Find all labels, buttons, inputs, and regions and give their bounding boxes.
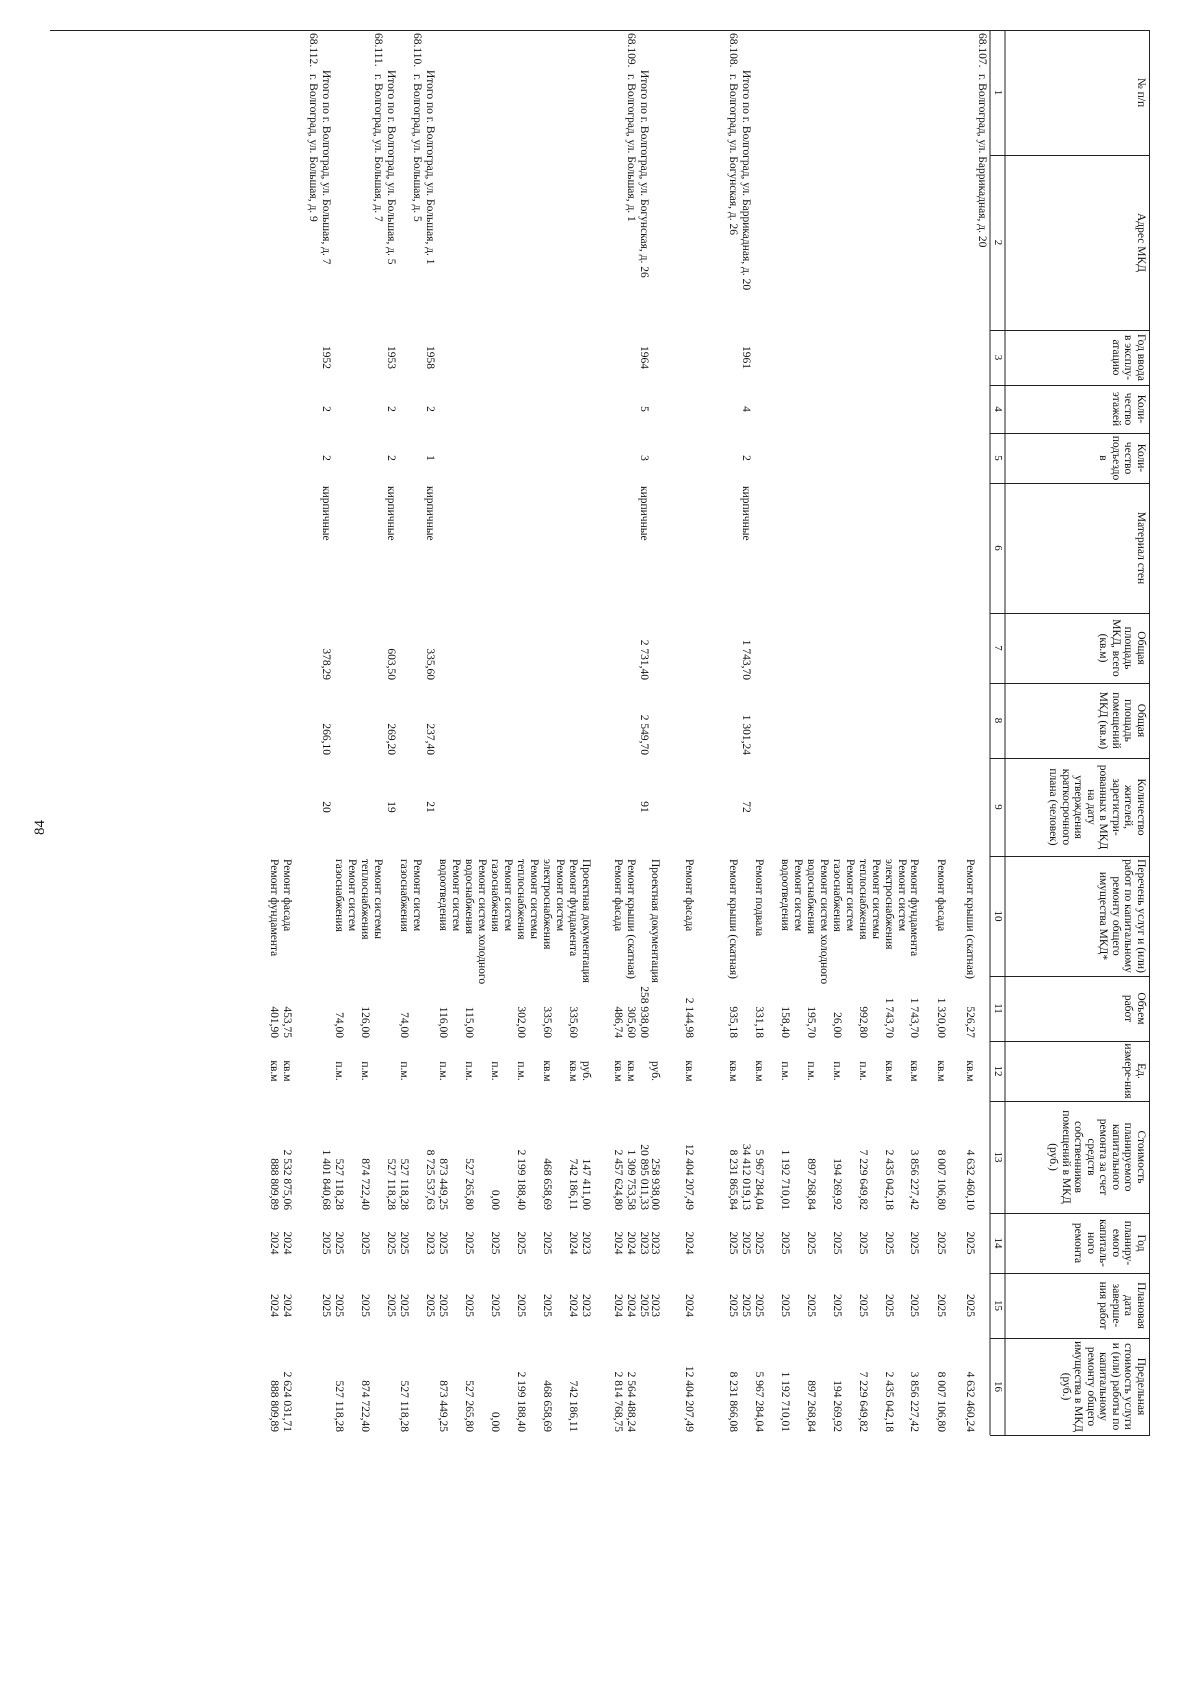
table-cell-r1-c13: 4 632 460,10 — [964, 1149, 976, 1210]
table-cell-r9-c11: 26,00 — [831, 1012, 843, 1038]
column-header-13: Стоимость планируемого капитального ремонта за счет средств собственников помещений в МКД (руб.) — [1047, 1110, 1147, 1204]
table-cell-r26-c14: 2023 — [580, 1231, 592, 1255]
table-cell-r4-c10: Ремонт систем — [896, 859, 908, 932]
table-cell-r41-c13: 527 118,28 — [385, 1158, 397, 1210]
table-cell-r29-c14: 2025 — [541, 1231, 553, 1255]
table-cell-r15-c13: 5 967 284,04 — [753, 1149, 765, 1210]
table-cell-r21-c10: Проектная документация — [649, 859, 661, 983]
column-header-1: № п/п — [1135, 77, 1147, 108]
table-cell-r1-c15: 2025 — [964, 1294, 976, 1317]
table-cell-r10-c10: Ремонт систем холодного — [818, 859, 830, 985]
column-number-1: 1 — [992, 89, 1004, 96]
table-cell-r1-c12: кв.м — [964, 1060, 976, 1082]
table-cell-r22-c3: 1964 — [638, 346, 650, 369]
column-header-11: Объем работ — [1122, 992, 1147, 1025]
rotated-table-page — [50, 30, 1150, 1671]
column-header-3: Год ввода в эксплу-атацию — [1110, 334, 1147, 381]
table-cell-r50-c11: 401,90 — [268, 1006, 280, 1038]
table-cell-r7-c14: 2025 — [857, 1231, 869, 1255]
table-cell-r38-c2: Итого по г. Волгоград, ул. Большая, д. 1 — [424, 70, 436, 265]
table-cell-r11-c15: 2025 — [805, 1294, 817, 1317]
table-cell-r3-c16: 3 856 227,42 — [908, 1371, 920, 1432]
table-cell-r40-c14: 2025 — [398, 1231, 410, 1255]
table-cell-r31-c11: 302,00 — [515, 1006, 527, 1038]
table-cell-r16-c9: 72 — [740, 801, 752, 813]
table-cell-r50-c13: 888 809,89 — [268, 1158, 280, 1210]
table-cell-r5-c16: 2 435 042,18 — [883, 1371, 895, 1432]
table-cell-r33-c10: газоснабжения — [489, 859, 501, 932]
column-header-16: Предельная стоимость услуги и (или) работы по капитальному ремонту общего имущества в МКД (руб.) — [1060, 1341, 1147, 1432]
table-cell-r50-c15: 2024 — [268, 1294, 280, 1317]
table-cell-r41-c6: кирпичные — [385, 486, 397, 541]
table-cell-r24-c12: кв.м — [612, 1060, 624, 1082]
table-cell-r45-c10: газоснабжения — [333, 859, 345, 932]
table-cell-r46-c5: 2 — [320, 455, 332, 461]
table-cell-r13-c15: 2025 — [779, 1294, 791, 1317]
table-cell-r11-c10: водоснабжения — [805, 859, 817, 935]
table-cell-r41-c3: 1953 — [385, 346, 397, 369]
table-cell-r17-c12: кв.м — [727, 1060, 739, 1082]
table-cell-r38-c3: 1958 — [424, 346, 436, 369]
table-cell-r37-c16: 873 449,25 — [437, 1380, 449, 1432]
table-cell-r27-c13: 742 186,11 — [567, 1158, 579, 1210]
table-cell-r1-c10: Ремонт крыши (скатная) — [964, 859, 976, 979]
table-cell-r49-c14: 2024 — [281, 1231, 293, 1255]
column-number-7: 7 — [992, 645, 1004, 651]
table-cell-r27-c16: 742 186,11 — [567, 1380, 579, 1432]
table-cell-r2-c14: 2025 — [935, 1231, 947, 1255]
table-cell-r9-c12: п.м. — [831, 1061, 843, 1081]
table-cell-r1-c11: 526,27 — [964, 1006, 976, 1038]
column-number-10: 10 — [992, 910, 1004, 922]
table-cell-r31-c13: 2 199 188,40 — [515, 1149, 527, 1210]
table-cell-r16-c2: Итого по г. Волгоград, ул. Баррикадная, д. 20 — [740, 70, 752, 291]
table-cell-r17-c11: 935,18 — [727, 1006, 739, 1038]
table-cell-r45-c13: 527 118,28 — [333, 1158, 345, 1210]
table-cell-r17-c16: 8 231 866,08 — [727, 1371, 739, 1432]
table-cell-r19-c13: 12 404 207,49 — [683, 1143, 695, 1210]
table-cell-r46-c13: 1 401 840,68 — [320, 1149, 332, 1210]
table-cell-r23-c1: 68.109. — [625, 33, 637, 68]
table-cell-r45-c12: п.м. — [333, 1061, 345, 1081]
table-cell-r2-c16: 8 007 106,80 — [935, 1371, 947, 1432]
table-cell-r38-c9: 21 — [424, 801, 436, 813]
table-cell-r5-c13: 2 435 042,18 — [883, 1149, 895, 1210]
table-cell-r15-c14: 2025 — [753, 1231, 765, 1255]
table-cell-r31-c14: 2025 — [515, 1231, 527, 1255]
table-cell-r2-c13: 8 007 106,80 — [935, 1149, 947, 1210]
table-cell-r46-c2: Итого по г. Волгоград, ул. Большая, д. 7 — [320, 70, 332, 265]
table-cell-r37-c14: 2025 — [437, 1231, 449, 1255]
table-cell-r27-c11: 335,60 — [567, 1006, 579, 1038]
table-cell-r7-c10: теплоснабжения — [857, 859, 869, 940]
table-cell-r28-c10: Ремонт систем — [554, 859, 566, 932]
table-cell-r45-c11: 74,00 — [333, 1012, 345, 1038]
table-cell-r7-c12: п.м. — [857, 1061, 869, 1081]
table-cell-r19-c12: кв.м — [683, 1060, 695, 1082]
table-cell-r17-c14: 2025 — [727, 1231, 739, 1255]
table-cell-r45-c15: 2025 — [333, 1294, 345, 1317]
table-cell-r9-c10: газоснабжения — [831, 859, 843, 932]
table-cell-r29-c13: 468 658,69 — [541, 1158, 553, 1210]
table-cell-r49-c15: 2024 — [281, 1294, 293, 1317]
table-cell-r43-c12: п.м. — [359, 1061, 371, 1081]
column-header-7: Общая площадь МКД, всего (кв.м) — [1097, 619, 1147, 677]
column-header-5: Коли-чество подъездо в — [1097, 435, 1147, 481]
column-number-15: 15 — [992, 1300, 1004, 1311]
table-cell-r19-c11: 2 144,98 — [683, 997, 695, 1038]
table-cell-r37-c15: 2025 — [437, 1294, 449, 1317]
table-cell-r29-c16: 468 658,69 — [541, 1380, 553, 1432]
table-cell-r23-c14: 2024 — [625, 1231, 637, 1255]
table-cell-r37-c12: п.м. — [437, 1061, 449, 1081]
table-cell-r31-c16: 2 199 188,40 — [515, 1371, 527, 1432]
table-cell-r19-c14: 2024 — [683, 1231, 695, 1255]
table-cell-r43-c14: 2025 — [359, 1231, 371, 1255]
table-cell-r39-c2: г. Волгоград, ул. Большая, д. 5 — [411, 74, 423, 222]
table-cell-r16-c5: 2 — [740, 455, 752, 461]
table-cell-r11-c13: 897 268,84 — [805, 1158, 817, 1210]
table-cell-r0-c1: 68.107. — [976, 33, 988, 68]
table-cell-r46-c7: 378,29 — [320, 648, 332, 680]
table-cell-r22-c15: 2025 — [638, 1294, 650, 1317]
table-cell-r35-c12: п.м. — [463, 1061, 475, 1081]
table-cell-r50-c12: кв.м — [268, 1060, 280, 1082]
table-cell-r17-c13: 8 231 865,84 — [727, 1149, 739, 1210]
table-cell-r41-c15: 2025 — [385, 1294, 397, 1317]
table-cell-r49-c12: кв.м — [281, 1060, 293, 1082]
table-cell-r24-c10: Ремонт фасада — [612, 859, 624, 932]
table-cell-r11-c11: 195,70 — [805, 1006, 817, 1038]
column-header-6: Материал стен — [1135, 511, 1147, 585]
table-cell-r46-c4: 2 — [320, 406, 332, 412]
table-cell-r29-c15: 2025 — [541, 1294, 553, 1317]
table-cell-r29-c12: кв.м — [541, 1060, 553, 1082]
table-cell-r22-c8: 2 549,70 — [638, 714, 650, 755]
table-cell-r32-c10: Ремонт систем — [502, 859, 514, 932]
table-cell-r17-c2: г. Волгоград, ул. Богунская, д. 26 — [727, 74, 739, 235]
table-cell-r35-c10: водоснабжения — [463, 859, 475, 935]
table-cell-r43-c13: 874 722,40 — [359, 1158, 371, 1210]
table-cell-r21-c12: руб. — [649, 1061, 661, 1081]
table-cell-r2-c11: 1 320,00 — [935, 997, 947, 1038]
table-cell-r13-c10: водоотведения — [779, 859, 791, 931]
table-cell-r17-c10: Ремонт крыши (скатная) — [727, 859, 739, 979]
table-cell-r22-c14: 2023 — [638, 1231, 650, 1255]
table-cell-r16-c4: 4 — [740, 406, 752, 412]
table-cell-r27-c10: Ремонт фундамента — [567, 859, 579, 957]
column-header-14: Год планиру-емого капиталь-ного ремонта — [1072, 1219, 1147, 1267]
table-cell-r9-c15: 2025 — [831, 1294, 843, 1317]
table-cell-r23-c16: 2 564 488,24 — [625, 1371, 637, 1432]
table-cell-r35-c13: 527 265,80 — [463, 1158, 475, 1210]
column-header-12: Ед. измере-ния — [1122, 1043, 1147, 1099]
table-cell-r49-c11: 453,75 — [281, 1006, 293, 1038]
table-cell-r3-c13: 3 856 227,42 — [908, 1149, 920, 1210]
table-cell-r40-c10: газоснабжения — [398, 859, 410, 932]
table-cell-r50-c10: Ремонт фундамента — [268, 859, 280, 957]
table-cell-r27-c15: 2024 — [567, 1294, 579, 1317]
table-cell-r2-c15: 2025 — [935, 1294, 947, 1317]
table-cell-r33-c16: 0,00 — [489, 1411, 501, 1432]
table-cell-r16-c3: 1961 — [740, 346, 752, 369]
column-number-13: 13 — [992, 1151, 1004, 1163]
table-cell-r49-c16: 2 624 031,71 — [281, 1371, 293, 1432]
table-cell-r46-c3: 1952 — [320, 346, 332, 369]
table-cell-r16-c13: 34 412 019,13 — [740, 1143, 752, 1210]
column-header-10: Перечень услуг и (или) работ по капитальному ремонту общего имущества МКД* — [1097, 859, 1147, 973]
table-cell-r16-c7: 1 743,70 — [740, 639, 752, 680]
page-number-text: 84 — [31, 819, 48, 835]
column-header-9: Количество жителей, зарегистри-рованных в МКД на дату утверждения краткосрочного плана (человек) — [1047, 764, 1147, 850]
table-cell-r38-c14: 2023 — [424, 1231, 436, 1255]
table-cell-r33-c12: п.м. — [489, 1061, 501, 1081]
table-cell-r7-c11: 992,80 — [857, 1006, 869, 1038]
table-cell-r22-c4: 5 — [638, 406, 650, 412]
table-cell-r6-c10: Ремонт системы — [870, 859, 882, 939]
table-cell-r40-c11: 74,00 — [398, 1012, 410, 1038]
table-cell-r9-c16: 194 269,92 — [831, 1380, 843, 1432]
table-cell-r37-c11: 116,00 — [437, 1006, 449, 1038]
table-cell-r49-c10: Ремонт фасада — [281, 859, 293, 932]
column-number-6: 6 — [992, 545, 1004, 551]
table-cell-r15-c10: Ремонт подвала — [753, 859, 765, 937]
table-cell-r38-c8: 237,40 — [424, 723, 436, 755]
table-cell-r42-c1: 68.111. — [372, 33, 384, 67]
table-cell-r13-c11: 158,40 — [779, 1006, 791, 1038]
table-cell-r35-c16: 527 265,80 — [463, 1380, 475, 1432]
table-cell-r42-c10: Ремонт системы — [372, 859, 384, 939]
table-cell-r19-c16: 12 404 207,49 — [683, 1365, 695, 1432]
table-cell-r45-c16: 527 118,28 — [333, 1380, 345, 1432]
table-cell-r39-c1: 68.110. — [411, 33, 423, 68]
table-cell-r24-c14: 2024 — [612, 1231, 624, 1255]
column-number-12: 12 — [992, 1065, 1004, 1077]
table-cell-r35-c11: 115,00 — [463, 1006, 475, 1038]
table-cell-r24-c13: 2 457 624,80 — [612, 1149, 624, 1210]
table-cell-r21-c13: 258 938,00 — [649, 1158, 661, 1210]
table-cell-r47-c2: г. Волгоград, ул. Большая, д. 9 — [307, 74, 319, 222]
table-cell-r35-c14: 2025 — [463, 1231, 475, 1255]
table-cell-r37-c13: 873 449,25 — [437, 1158, 449, 1210]
table-cell-r41-c2: Итого по г. Волгоград, ул. Большая, д. 5 — [385, 70, 397, 265]
column-number-14: 14 — [992, 1237, 1004, 1249]
table-cell-r26-c12: руб. — [580, 1061, 592, 1081]
table-cell-r5-c15: 2025 — [883, 1294, 895, 1317]
table-cell-r22-c5: 3 — [638, 455, 650, 461]
table-cell-r8-c10: Ремонт систем — [844, 859, 856, 932]
table-cell-r45-c14: 2025 — [333, 1231, 345, 1255]
table-cell-r41-c8: 269,20 — [385, 723, 397, 755]
table-cell-r22-c2: Итого по г. Волгоград, ул. Богунская, д. 26 — [638, 70, 650, 278]
column-number-11: 11 — [992, 1003, 1004, 1014]
table-cell-r49-c13: 2 532 875,06 — [281, 1149, 293, 1210]
table-cell-r38-c7: 335,60 — [424, 648, 436, 680]
table-cell-r47-c1: 68.112. — [307, 33, 319, 68]
table-cell-r43-c10: теплоснабжения — [359, 859, 371, 940]
table-cell-r41-c4: 2 — [385, 406, 397, 412]
table-cell-r29-c10: электроснабжения — [541, 859, 553, 950]
table-cell-r22-c13: 20 895 011,33 — [638, 1144, 650, 1210]
table-cell-r7-c15: 2025 — [857, 1294, 869, 1317]
table-cell-r1-c16: 4 632 460,24 — [964, 1371, 976, 1432]
table-cell-r35-c15: 2025 — [463, 1294, 475, 1317]
table-cell-r43-c15: 2025 — [359, 1294, 371, 1317]
table-cell-r17-c15: 2025 — [727, 1294, 739, 1317]
table-cell-r11-c14: 2025 — [805, 1231, 817, 1255]
table-cell-r5-c10: электроснабжения — [883, 859, 895, 950]
column-number-16: 16 — [992, 1381, 1004, 1392]
table-cell-r11-c16: 897 268,84 — [805, 1380, 817, 1432]
table-cell-r37-c10: водоотведения — [437, 859, 449, 931]
table-cell-r23-c13: 1 309 753,58 — [625, 1149, 637, 1210]
table-cell-r24-c16: 2 814 768,75 — [612, 1371, 624, 1432]
table-cell-r31-c10: теплоснабжения — [515, 859, 527, 940]
table-cell-r24-c15: 2024 — [612, 1294, 624, 1317]
table-cell-r7-c16: 7 229 649,82 — [857, 1371, 869, 1432]
table-cell-r15-c11: 331,18 — [753, 1006, 765, 1038]
table-cell-r46-c15: 2025 — [320, 1294, 332, 1317]
table-cell-r38-c6: кирпичные — [424, 486, 436, 541]
table-cell-r24-c11: 486,74 — [612, 1006, 624, 1038]
column-header-8: Общая площадь помещений МКД (кв.м) — [1097, 691, 1147, 750]
table-cell-r26-c13: 147 411,00 — [580, 1158, 592, 1210]
table-cell-r33-c15: 2025 — [489, 1294, 501, 1317]
table-cell-r22-c11: 258 938,00 — [638, 986, 650, 1038]
table-cell-r13-c16: 1 192 710,01 — [779, 1371, 791, 1432]
table-cell-r21-c14: 2023 — [649, 1231, 661, 1255]
table-cell-r33-c13: 0,00 — [489, 1189, 501, 1210]
table-cell-r3-c14: 2025 — [908, 1231, 920, 1255]
table-cell-r22-c6: кирпичные — [638, 486, 650, 541]
table-cell-r40-c12: п.м. — [398, 1061, 410, 1081]
table-cell-r30-c10: Ремонт системы — [528, 859, 540, 939]
column-header-2: Адрес МКД — [1135, 212, 1147, 273]
table-cell-r27-c14: 2024 — [567, 1231, 579, 1255]
table-cell-r46-c9: 20 — [320, 801, 332, 813]
table-cell-r38-c4: 2 — [424, 406, 436, 412]
table-cell-r16-c6: кирпичные — [740, 486, 752, 541]
table-cell-r40-c13: 527 118,28 — [398, 1158, 410, 1210]
column-number-8: 8 — [992, 717, 1004, 724]
table-cell-r44-c10: Ремонт систем — [346, 859, 358, 932]
page-number — [30, 812, 50, 842]
table-cell-r40-c15: 2025 — [398, 1294, 410, 1317]
table-cell-r15-c16: 5 967 284,04 — [753, 1371, 765, 1432]
table-cell-r5-c14: 2025 — [883, 1231, 895, 1255]
table-cell-r17-c1: 68.108. — [727, 33, 739, 68]
table-cell-r16-c8: 1 301,24 — [740, 714, 752, 755]
table-cell-r2-c12: кв.м — [935, 1060, 947, 1082]
table-cell-r21-c15: 2023 — [649, 1294, 661, 1317]
table-cell-r13-c14: 2025 — [779, 1231, 791, 1255]
table-cell-r41-c7: 603,50 — [385, 648, 397, 680]
table-cell-r26-c10: Проектная документация — [580, 859, 592, 983]
table-cell-r0-c2: г. Волгоград, ул. Баррикадная, д. 20 — [976, 74, 988, 248]
table-cell-r3-c11: 1 743,70 — [908, 997, 920, 1038]
table-cell-r41-c14: 2025 — [385, 1231, 397, 1255]
table-cell-r3-c12: кв.м — [908, 1060, 920, 1082]
table-cell-r41-c9: 19 — [385, 801, 397, 813]
table-cell-r43-c11: 126,00 — [359, 1006, 371, 1038]
table-cell-r19-c10: Ремонт фасада — [683, 859, 695, 932]
table-cell-r1-c14: 2025 — [964, 1231, 976, 1255]
table-cell-r15-c12: кв.м — [753, 1060, 765, 1082]
table-cell-r38-c13: 8 725 537,63 — [424, 1149, 436, 1210]
table-cell-r38-c15: 2025 — [424, 1294, 436, 1317]
table-cell-r3-c10: Ремонт фундамента — [908, 859, 920, 957]
column-number-4: 4 — [992, 406, 1004, 412]
table-cell-r46-c8: 266,10 — [320, 723, 332, 755]
table-cell-r13-c13: 1 192 710,01 — [779, 1149, 791, 1210]
table-cell-r13-c12: п.м. — [779, 1061, 791, 1081]
column-number-2: 2 — [992, 239, 1004, 246]
table-cell-r23-c2: г. Волгоград, ул. Большая, д. 1 — [625, 74, 637, 222]
table-cell-r50-c16: 888 809,89 — [268, 1380, 280, 1432]
table-cell-r31-c12: п.м. — [515, 1061, 527, 1081]
table-cell-r31-c15: 2025 — [515, 1294, 527, 1317]
column-number-9: 9 — [992, 804, 1004, 810]
table-cell-r39-c10: Ремонт систем — [411, 859, 423, 932]
table-cell-r46-c6: кирпичные — [320, 486, 332, 541]
table-cell-r43-c16: 874 722,40 — [359, 1380, 371, 1432]
table-cell-r23-c12: кв.м — [625, 1060, 637, 1082]
table-cell-r33-c14: 2025 — [489, 1231, 501, 1255]
table-cell-r16-c14: 2025 — [740, 1231, 752, 1255]
table-cell-r23-c11: 305,60 — [625, 1006, 637, 1038]
table-cell-r40-c16: 527 118,28 — [398, 1380, 410, 1432]
table-cell-r5-c11: 1 743,70 — [883, 997, 895, 1038]
column-header-4: Коли-чество этажей — [1110, 391, 1147, 427]
table-cell-r9-c14: 2025 — [831, 1231, 843, 1255]
table-cell-r46-c14: 2025 — [320, 1231, 332, 1255]
table-cell-r22-c9: 91 — [638, 801, 650, 813]
table-cell-r50-c14: 2024 — [268, 1231, 280, 1255]
table-cell-r26-c15: 2023 — [580, 1294, 592, 1317]
table-cell-r11-c12: п.м. — [805, 1061, 817, 1081]
table-cell-r29-c11: 335,60 — [541, 1006, 553, 1038]
table-cell-r5-c12: кв.м — [883, 1060, 895, 1082]
table-cell-r23-c10: Ремонт крыши (скатная) — [625, 859, 637, 979]
table-cell-r12-c10: Ремонт систем — [792, 859, 804, 932]
table-cell-r19-c15: 2024 — [683, 1294, 695, 1317]
table-cell-r7-c13: 7 229 649,82 — [857, 1149, 869, 1210]
table-cell-r3-c15: 2025 — [908, 1294, 920, 1317]
column-number-3: 3 — [992, 354, 1004, 361]
table-cell-r38-c5: 1 — [424, 455, 436, 461]
table-cell-r9-c13: 194 269,92 — [831, 1158, 843, 1210]
table-cell-r34-c10: Ремонт систем холодного — [476, 859, 488, 985]
table-cell-r27-c12: кв.м — [567, 1060, 579, 1082]
table-cell-r36-c10: Ремонт систем — [450, 859, 462, 932]
table-cell-r42-c2: г. Волгоград, ул. Большая, д. 7 — [372, 74, 384, 222]
table-cell-r41-c5: 2 — [385, 455, 397, 461]
column-number-5: 5 — [992, 455, 1004, 461]
table-cell-r2-c10: Ремонт фасада — [935, 859, 947, 932]
column-header-15: Плановая дата заверше-ния работ — [1097, 1281, 1147, 1330]
table-cell-r16-c15: 2025 — [740, 1294, 752, 1317]
table-cell-r22-c7: 2 731,40 — [638, 639, 650, 680]
table-cell-r23-c15: 2024 — [625, 1294, 637, 1317]
table-cell-r15-c15: 2025 — [753, 1294, 765, 1317]
